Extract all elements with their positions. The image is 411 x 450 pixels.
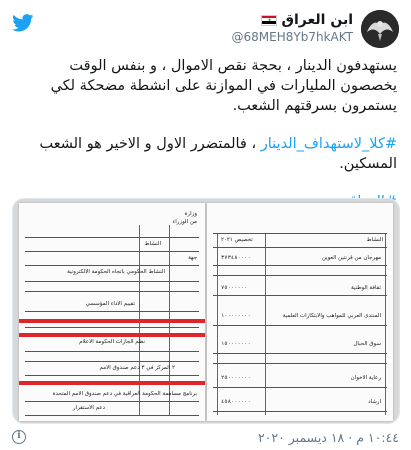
table-rule (213, 233, 387, 234)
author-handle[interactable]: @68MEH8Yb7hkAKT (231, 30, 353, 44)
red-highlight-line (19, 333, 205, 337)
table-row: نظم الجازات الحكومة الاعلام (79, 339, 145, 345)
table-rule (25, 415, 199, 416)
avatar[interactable] (361, 10, 399, 48)
sheet-header-line: من الوزراء (172, 219, 197, 225)
tweet-paragraph-2 (14, 134, 397, 174)
table-row-value: ٣٧٣٤٨٠٠٠٠ (221, 255, 251, 261)
table-rule (213, 275, 387, 276)
red-highlight-line (19, 381, 205, 385)
document-sheet-right (207, 203, 393, 421)
tweet-timestamp[interactable]: ١٠:٤٤ م · ١٨ ديسمبر ٢٠٢٠ (257, 430, 399, 445)
table-row: دعم الاستقرار (72, 405, 105, 411)
table-row-value: ٢٥٠٠٠٠٠٠٠ (221, 375, 251, 381)
table-rule (25, 237, 199, 238)
column-header: تخصيص ٢٠٢١ (221, 237, 253, 243)
table-row-label: رعاية الاخوان (350, 375, 381, 381)
table-rule (213, 265, 387, 266)
column-header: النشاط (144, 241, 161, 247)
column-header: النشاط (366, 237, 383, 243)
table-rule (25, 327, 199, 328)
author-names[interactable] (232, 12, 353, 44)
table-row-value: ١٥٠٠٠٠٠٠٠ (221, 341, 251, 347)
table-row: تقييم الاداء المؤسسي (85, 301, 135, 307)
tweet-paragraph-1: يستهدفون الدينار ، بحجة نقص الاموال ، و بنفس الوقت يخصصون المليارات في الموازنة على انشطة مضحكة لكي يستمرون بسرقتهم الشعب. (50, 58, 397, 114)
table-rule (25, 251, 199, 252)
attached-image[interactable] (12, 198, 400, 424)
table-rule (25, 265, 199, 266)
table-row-value: ١٠٠٠٠٠٠٠٠ (221, 313, 251, 319)
table-rule (213, 411, 387, 412)
table-row-label: المنتدى العربي للمواهب والابتكارات العلمية (282, 313, 381, 319)
table-rule (25, 291, 199, 292)
table-row-label: مهرجان من قرنتين العوين (321, 255, 381, 261)
table-row: جهة (188, 255, 197, 261)
table-rule (25, 375, 199, 376)
table-rule (25, 401, 199, 402)
table-rule (213, 387, 387, 388)
table-row-value: ٧٥٠٠٠٠٠٠ (221, 285, 248, 291)
iraq-flag-icon (261, 15, 277, 26)
table-rule (25, 361, 199, 362)
table-row-label: ارشاد (368, 399, 381, 405)
table-rule (213, 295, 387, 296)
hashtag-link[interactable]: #كلا_لاستهداف_الدينار (260, 136, 397, 152)
table-rule (213, 353, 387, 354)
table-rule (25, 351, 199, 352)
tweet-header (12, 10, 399, 50)
table-rule (25, 281, 199, 282)
paragraph-2-rest: ، فالمتضرر الاول و الاخير هو الشعب المسكين. (39, 136, 397, 172)
flag-star: ★ (267, 17, 272, 23)
table-row: النشاط الحكومي باتجاه الحكومة الالكترونية (67, 269, 165, 275)
document-sheet-left (19, 203, 205, 421)
table-row-label: سوق الحبال (353, 341, 381, 347)
tweet-footer (12, 430, 399, 446)
table-rule (213, 247, 387, 248)
table-row: ٢ المركز في ٣ دعم صندوق الامم (99, 365, 175, 371)
info-icon[interactable]: i (12, 430, 26, 444)
display-name-text: ابن العراق (281, 12, 353, 28)
twitter-bird-icon[interactable] (12, 14, 34, 32)
table-row: برنامج مساهمة الحكومة العراقية في دعم صندوق الامم المتحدة (52, 391, 197, 397)
table-rule (213, 325, 387, 326)
table-row-label: ثقافة الوطنية (350, 285, 381, 291)
table-rule (25, 311, 199, 312)
author-display-name[interactable] (232, 12, 353, 28)
red-highlight-line (19, 319, 205, 323)
sheet-header-line: وزارة (184, 211, 197, 217)
table-rule (213, 363, 387, 364)
table-row-value: ٤٥٨٠٠٠٠٠٠ (221, 399, 251, 405)
eagle-avatar-icon (361, 10, 399, 48)
